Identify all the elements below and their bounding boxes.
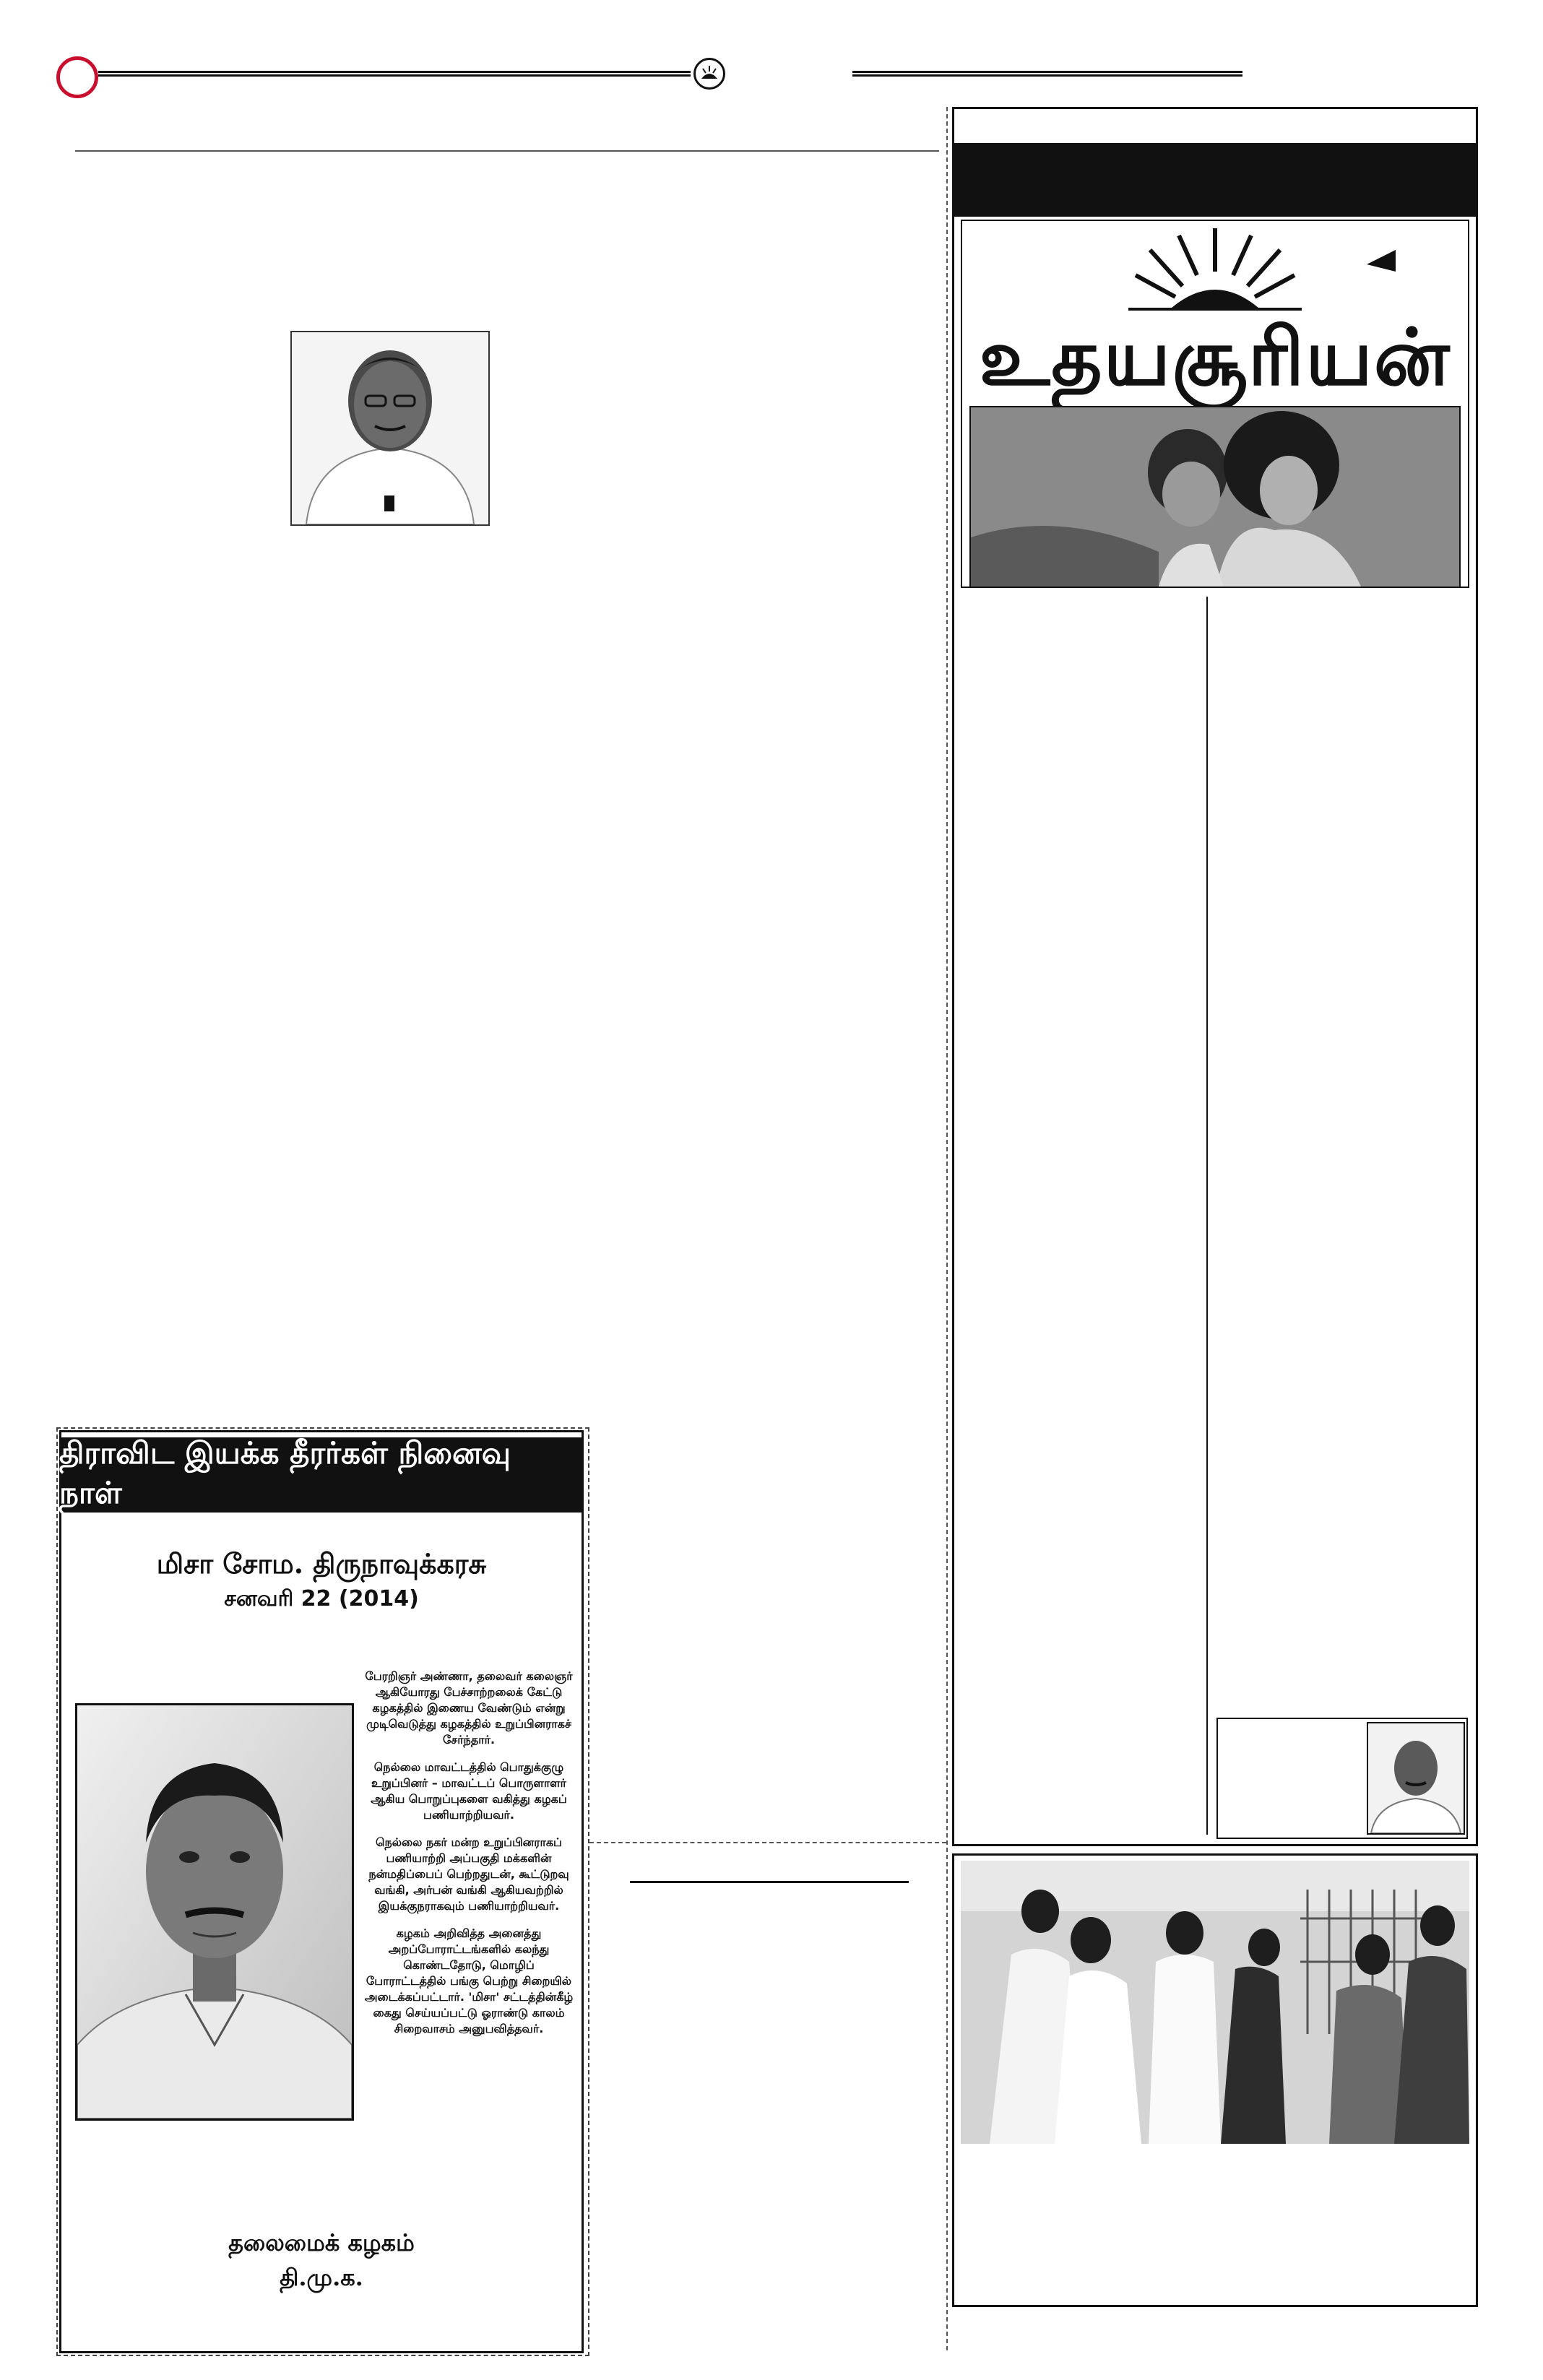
page-number-circle bbox=[56, 56, 98, 98]
section-divider-dashed bbox=[589, 1842, 946, 1843]
column-divider-dashed bbox=[946, 107, 948, 2350]
rising-sun-emblem-icon bbox=[693, 58, 725, 90]
tribute-biography bbox=[364, 1669, 574, 2048]
tribute-footer-party: தி.மு.க. bbox=[280, 2264, 363, 2291]
udhayasuriyan-logo-text: உதயசூரியன் bbox=[979, 312, 1451, 403]
header-rule-left bbox=[98, 71, 691, 77]
tribute-person-name: மிசா சோம. திருநாவுக்கரசு bbox=[156, 1547, 487, 1580]
short-rule bbox=[630, 1881, 909, 1883]
tribute-paragraph: கழகம் அறிவித்த அனைத்து அறப்போராட்டங்களில் கலந்து கொண்டதோடு, மொழிப் போராட்டத்தில் பங்கு பெற்று சிறையில் அடைக்கப்பட்டார். 'மிசா' சட்டத்தின்கீழ் கைது செய்யப்பட்டு ஓராண்டு காலம் சிறைவாசம் அனுபவித்தவர். bbox=[364, 1926, 574, 2035]
tribute-paragraph: பேரறிஞர் அண்ணா, தலைவர் கலைஞர் ஆகியோரது பேச்சாற்றலைக் கேட்டு கழகத்தில் இணைய வேண்டும் என்று முடிவெடுத்து கழகத்தில் உறுப்பினராகச் சேர்ந்தார். bbox=[365, 1669, 573, 1747]
tribute-footer-org: தலைமைக் கழகம் bbox=[228, 2229, 415, 2256]
tribute-paragraph: நெல்லை மாவட்டத்தில் பொதுக்குழு உறுப்பினர் – மாவட்டப் பொருளாளர் ஆகிய பொறுப்புகளை வகித்து கழகப் பணியாற்றியவர். bbox=[371, 1760, 567, 1822]
byline-portrait-photo bbox=[1367, 1722, 1465, 1835]
rising-sun-logo-icon bbox=[1128, 228, 1396, 309]
film-still-photo bbox=[969, 406, 1461, 588]
tribute-paragraph: நெல்லை நகர் மன்ற உறுப்பினராகப் பணியாற்றி அப்பகுதி மக்களின் நன்மதிப்பைப் பெற்றதுடன், கூட்டுறவு வங்கி, அர்பன் வங்கி ஆகியவற்றில் இயக்குநராகவும் பணியாற்றியவர். bbox=[368, 1835, 569, 1913]
tribute-portrait-photo bbox=[75, 1703, 354, 2121]
header-rule-right bbox=[852, 71, 1242, 77]
author-portrait-photo bbox=[290, 331, 490, 526]
right-column-header-band bbox=[954, 143, 1476, 217]
article-top-divider bbox=[75, 150, 939, 152]
event-photo bbox=[961, 1861, 1469, 2144]
right-column-inner-divider bbox=[1206, 597, 1208, 1835]
tribute-banner: திராவிட இயக்க தீரர்கள் நினைவு நாள் bbox=[59, 1437, 584, 1513]
tribute-date: சனவரி 22 (2014) bbox=[224, 1586, 419, 1611]
